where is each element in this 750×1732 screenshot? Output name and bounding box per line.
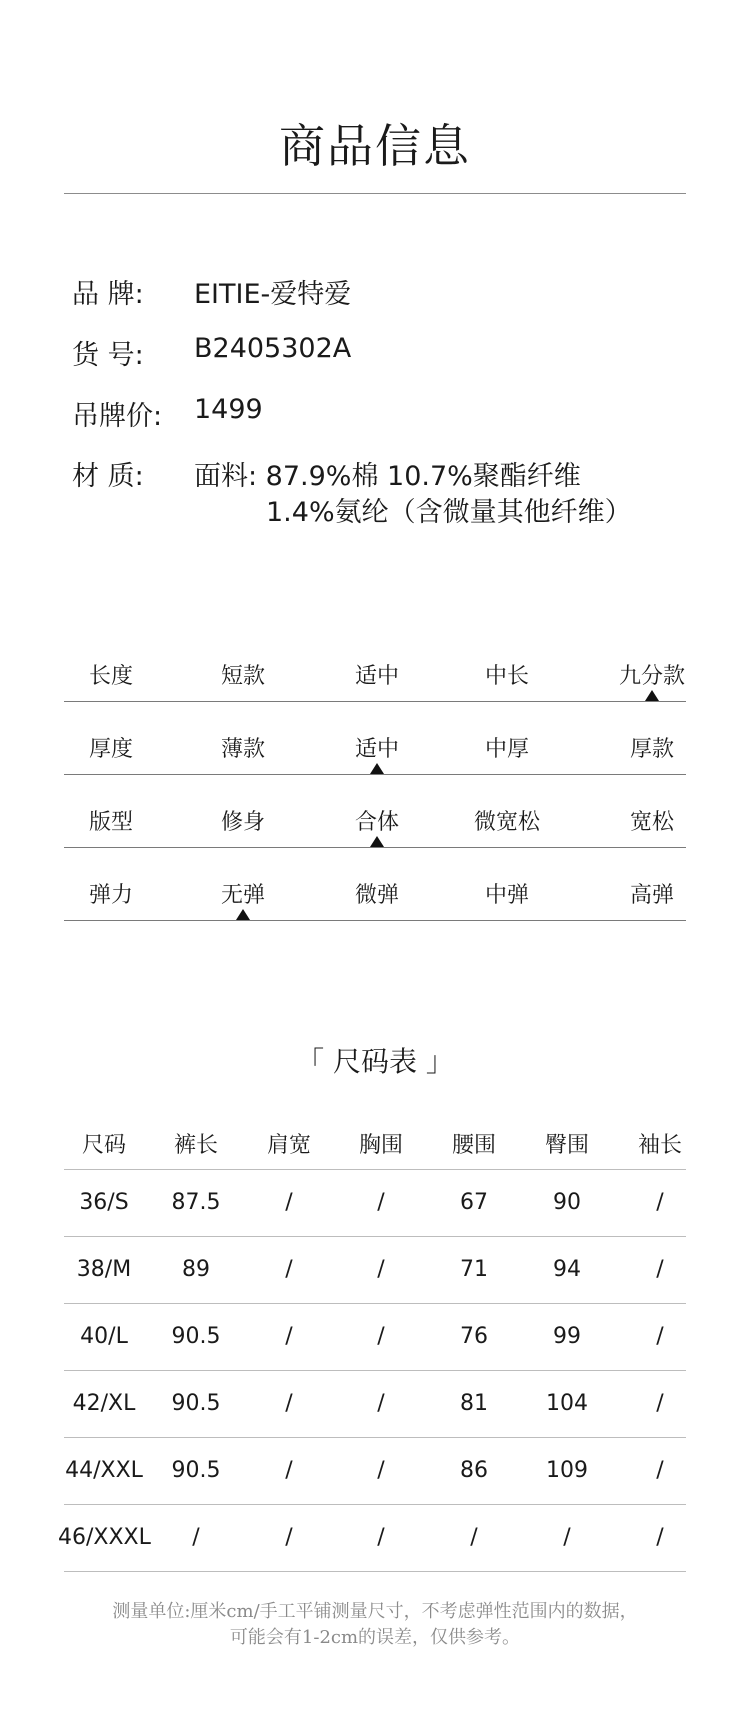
- brand-label: 品 牌:: [72, 279, 144, 310]
- size-value-cell: 81: [460, 1391, 488, 1416]
- attribute-row-divider: [64, 920, 686, 921]
- sku-label: 货 号:: [72, 340, 144, 371]
- attribute-row-divider: [64, 701, 686, 702]
- size-value-cell: /: [377, 1324, 385, 1349]
- measurement-note-line-2: 可能会有1-2cm的误差，仅供参考。: [229, 1627, 521, 1648]
- size-value-cell: /: [656, 1391, 664, 1416]
- size-header-cell: 尺码: [81, 1133, 126, 1158]
- size-value-cell: /: [377, 1257, 385, 1282]
- size-header-cell: 腰围: [451, 1133, 496, 1158]
- size-row-divider: [64, 1370, 686, 1371]
- title-divider: [64, 193, 686, 194]
- size-label-cell: 36/S: [79, 1190, 129, 1215]
- size-value-cell: /: [656, 1257, 664, 1282]
- size-value-cell: 89: [182, 1257, 210, 1282]
- size-value-cell: /: [285, 1458, 293, 1483]
- attribute-option: 薄款: [220, 737, 265, 762]
- attribute-option: 中弹: [484, 883, 529, 908]
- size-value-cell: 76: [460, 1324, 488, 1349]
- size-header-cell: 肩宽: [266, 1133, 311, 1158]
- size-label-cell: 42/XL: [72, 1391, 136, 1416]
- size-value-cell: 90: [553, 1190, 581, 1215]
- size-value-cell: /: [377, 1525, 385, 1550]
- material-label: 材 质:: [72, 461, 144, 492]
- size-value-cell: /: [656, 1525, 664, 1550]
- size-value-cell: /: [285, 1391, 293, 1416]
- size-value-cell: 71: [460, 1257, 488, 1282]
- size-value-cell: 86: [460, 1458, 488, 1483]
- brand-value: EITIE-爱特爱: [194, 279, 352, 310]
- size-value-cell: 87.5: [171, 1190, 221, 1215]
- size-value-cell: 109: [546, 1458, 588, 1483]
- attribute-row-divider: [64, 774, 686, 775]
- size-row-divider: [64, 1571, 686, 1572]
- attribute-name: 长度: [88, 664, 133, 689]
- size-header-cell: 袖长: [637, 1133, 682, 1158]
- material-line-1: 面料: 87.9%棉 10.7%聚酯纤维: [194, 461, 581, 492]
- size-value-cell: /: [285, 1525, 293, 1550]
- size-row-divider: [64, 1504, 686, 1505]
- size-value-cell: /: [285, 1257, 293, 1282]
- attribute-option: 短款: [220, 664, 265, 689]
- size-value-cell: 90.5: [171, 1391, 221, 1416]
- attribute-option: 高弹: [629, 883, 674, 908]
- attribute-option: 微宽松: [473, 810, 540, 835]
- size-label-cell: 38/M: [76, 1257, 132, 1282]
- price-label: 吊牌价:: [72, 401, 163, 432]
- size-value-cell: 67: [460, 1190, 488, 1215]
- size-value-cell: /: [285, 1190, 293, 1215]
- size-header-cell: 裤长: [173, 1133, 218, 1158]
- attribute-option: 修身: [220, 810, 265, 835]
- attribute-option: 适中: [354, 737, 399, 762]
- attribute-option: 中厚: [484, 737, 529, 762]
- size-value-cell: /: [656, 1458, 664, 1483]
- size-value-cell: 90.5: [171, 1458, 221, 1483]
- attribute-option: 中长: [484, 664, 529, 689]
- measurement-note-line-1: 测量单位:厘米cm/手工平铺测量尺寸，不考虑弹性范围内的数据，: [112, 1601, 638, 1622]
- size-value-cell: /: [377, 1190, 385, 1215]
- size-value-cell: /: [377, 1458, 385, 1483]
- size-value-cell: /: [377, 1391, 385, 1416]
- size-label-cell: 46/XXXL: [58, 1525, 151, 1550]
- selected-marker-icon: [370, 836, 384, 847]
- size-value-cell: 90.5: [171, 1324, 221, 1349]
- size-row-divider: [64, 1236, 686, 1237]
- size-value-cell: /: [656, 1324, 664, 1349]
- size-header-cell: 胸围: [358, 1133, 403, 1158]
- attribute-option: 微弹: [354, 883, 399, 908]
- selected-marker-icon: [236, 909, 250, 920]
- page-title: 商品信息: [279, 119, 471, 173]
- size-value-cell: 99: [553, 1324, 581, 1349]
- size-value-cell: /: [563, 1525, 571, 1550]
- price-value: 1499: [194, 394, 263, 425]
- size-value-cell: /: [656, 1190, 664, 1215]
- size-value-cell: /: [192, 1525, 200, 1550]
- selected-marker-icon: [645, 690, 659, 701]
- attribute-option: 九分款: [618, 664, 685, 689]
- size-chart-title: 「 尺码表 」: [296, 1045, 454, 1078]
- attribute-option: 无弹: [220, 883, 265, 908]
- attribute-name: 弹力: [88, 883, 133, 908]
- attribute-option: 适中: [354, 664, 399, 689]
- attribute-name: 厚度: [88, 737, 133, 762]
- size-row-divider: [64, 1437, 686, 1438]
- attribute-option: 宽松: [629, 810, 674, 835]
- size-value-cell: 94: [553, 1257, 581, 1282]
- size-header-cell: 臀围: [544, 1133, 589, 1158]
- size-header-divider: [64, 1169, 686, 1170]
- size-value-cell: /: [285, 1324, 293, 1349]
- attribute-row-divider: [64, 847, 686, 848]
- selected-marker-icon: [370, 763, 384, 774]
- size-label-cell: 44/XXL: [65, 1458, 143, 1483]
- attribute-option: 厚款: [629, 737, 674, 762]
- size-value-cell: /: [470, 1525, 478, 1550]
- material-line-2: 1.4%氨纶（含微量其他纤维）: [266, 497, 632, 528]
- size-row-divider: [64, 1303, 686, 1304]
- attribute-name: 版型: [88, 810, 133, 835]
- attribute-option: 合体: [354, 810, 399, 835]
- sku-value: B2405302A: [194, 333, 352, 364]
- size-label-cell: 40/L: [80, 1324, 128, 1349]
- size-value-cell: 104: [546, 1391, 588, 1416]
